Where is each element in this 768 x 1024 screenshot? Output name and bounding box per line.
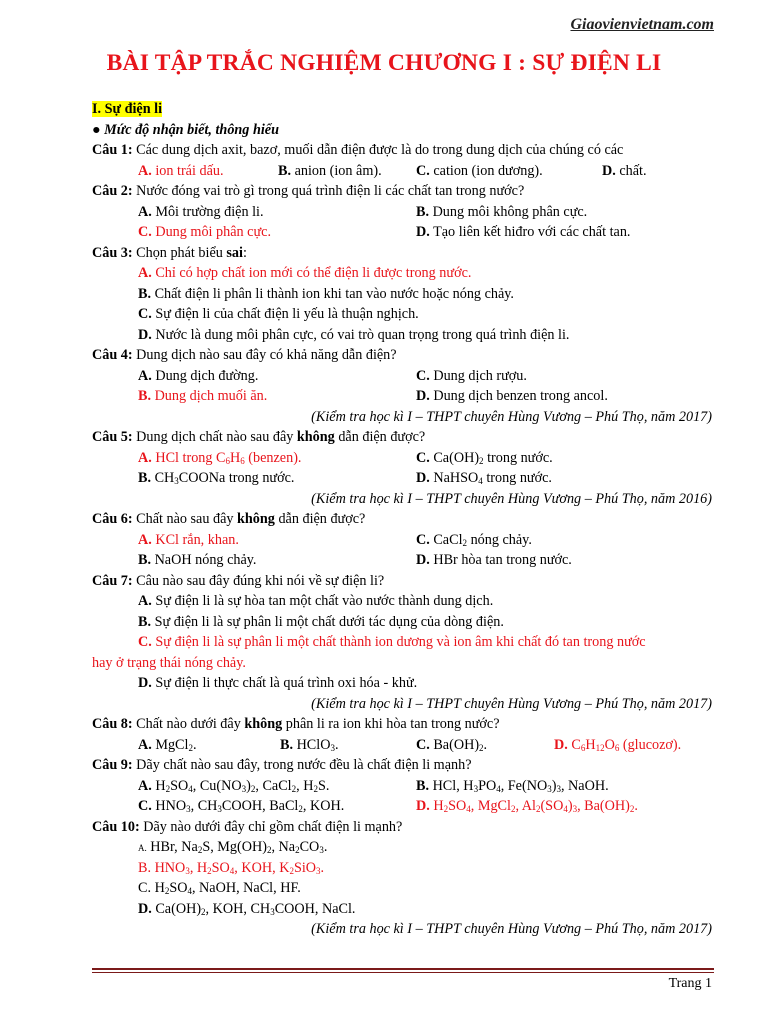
q2-options-row2 xyxy=(92,222,722,243)
level-heading: ● Mức độ nhận biết, thông hiểu xyxy=(92,121,279,138)
q8-option-a[interactable]: A. MgCl$_2$. xyxy=(138,736,197,753)
q9-options-row2 xyxy=(92,796,722,817)
q10-option-b[interactable]: B. $HNO_3$, $H_2SO_4$, KOH, $K_2SiO_3$. xyxy=(138,859,325,876)
question-8: Câu 8: Chất nào dưới đây không phân li ra ion khi hòa tan trong nước? xyxy=(92,716,500,732)
q7-option-c-cont: hay ở trạng thái nóng chảy. xyxy=(92,654,246,671)
q8-option-d[interactable]: D. $C_6H_{12}O_6$ (glucozơ). xyxy=(554,736,682,753)
q7-option-a[interactable]: A. Sự điện li là sự hòa tan một chất vào nước thành dung dịch. xyxy=(138,593,494,609)
q1-option-a[interactable]: A. ion trái dấu. xyxy=(138,162,224,179)
q2-options-row1 xyxy=(92,202,722,223)
q4-options-row2 xyxy=(92,386,722,407)
question-5: Câu 5: Dung dịch chất nào sau đây không dẫn điện được? xyxy=(92,429,426,445)
q7-option-b[interactable]: B. Sự điện li là sự phân li một chất dưới tác dụng của dòng điện. xyxy=(138,613,504,630)
footer-divider xyxy=(92,968,714,970)
q9-options-row1 xyxy=(92,776,722,797)
q8-option-c[interactable]: C. $Ba(OH)_2$. xyxy=(416,736,488,753)
question-2: Câu 2: Nước đóng vai trò gì trong quá trình điện li các chất tan trong nước? xyxy=(92,183,525,199)
q4-source: (Kiểm tra học kì I – THPT chuyên Hùng Vương – Phú Thọ, năm 2017) xyxy=(311,408,712,425)
q6-options-row2 xyxy=(92,550,722,571)
question-9: Câu 9: Dãy chất nào sau đây, trong nước đều là chất điện li mạnh? xyxy=(92,757,472,773)
q3-option-b[interactable]: B. Chất điện li phân li thành ion khi tan vào nước hoặc nóng chảy. xyxy=(138,285,514,302)
q1-option-c[interactable]: C. cation (ion dương). xyxy=(416,162,543,179)
q4-option-a[interactable]: A. Dung dịch đường. xyxy=(138,367,259,384)
q5-option-d[interactable]: D. NaHSO$_4$ trong nước. xyxy=(416,470,552,486)
q2-option-b[interactable]: B. Dung môi không phân cực. xyxy=(416,203,588,220)
question-6: Câu 6: Chất nào sau đây không dẫn điện được? xyxy=(92,511,366,527)
q9-option-c[interactable]: C. $HNO_3$, $CH_3COOH$, BaCl$_2$, KOH. xyxy=(138,798,345,814)
q10-source: (Kiểm tra học kì I – THPT chuyên Hùng Vương – Phú Thọ, năm 2017) xyxy=(311,921,712,937)
q9-option-a[interactable]: A. $H_2SO_4$, $Cu(NO_3)_2$, CaCl$_2$, $H_2S$. xyxy=(138,777,330,794)
q10-option-a[interactable]: A. HBr, $Na_2S$, $Mg(OH)_2$, $Na_2CO_3$. xyxy=(138,839,328,855)
site-url[interactable]: Giaovienvietnam.com xyxy=(570,16,714,33)
q3-option-a[interactable]: A. Chỉ có hợp chất ion mới có thể điện li được trong nước. xyxy=(138,265,472,281)
q3-option-c[interactable]: C. Sự điện li của chất điện li yếu là thuận nghịch. xyxy=(138,306,419,322)
section-heading: I. Sự điện li xyxy=(92,101,163,117)
q3-option-d[interactable]: D. Nước là dung môi phân cực, có vai trò quan trọng trong quá trình điện li. xyxy=(138,326,570,343)
q8-option-b[interactable]: B. HClO$_3$. xyxy=(280,736,339,753)
q4-option-b[interactable]: B. Dung dịch muối ăn. xyxy=(138,388,268,404)
q5-option-c[interactable]: C. $Ca(OH)_2$ trong nước. xyxy=(416,449,553,466)
q1-options xyxy=(92,161,722,182)
question-1: Câu 1: Các dung dịch axit, bazơ, muối dẫn điện được là do trong dung dịch của chúng có các xyxy=(92,142,624,158)
q5-source: (Kiểm tra học kì I – THPT chuyên Hùng Vương – Phú Thọ, năm 2016) xyxy=(311,490,712,507)
q9-option-d[interactable]: D. $H_2SO_4$, MgCl$_2$, $Al_2(SO_4)_3$, $Ba(OH)_2$. xyxy=(416,798,638,814)
question-7: Câu 7: Câu nào sau đây đúng khi nói về sự điện li? xyxy=(92,572,385,589)
q5-options-row2 xyxy=(92,468,722,489)
q5-option-b[interactable]: B. $CH_3COONa$ trong nước. xyxy=(138,470,295,486)
q8-options xyxy=(92,735,722,756)
q10-option-c[interactable]: C. $H_2SO_4$, NaOH, NaCl, HF. xyxy=(138,880,301,896)
q6-options-row1 xyxy=(92,530,722,551)
page-title: BÀI TẬP TRẮC NGHIỆM CHƯƠNG I : SỰ ĐIỆN LI xyxy=(106,50,662,76)
q4-options-row1 xyxy=(92,366,722,387)
q1-option-b[interactable]: B. anion (ion âm). xyxy=(278,162,382,179)
q6-option-a[interactable]: A. KCl rắn, khan. xyxy=(138,531,239,548)
q6-option-c[interactable]: C. CaCl$_2$ nóng chảy. xyxy=(416,531,532,548)
document-body xyxy=(92,99,722,940)
q5-options-row1 xyxy=(92,448,722,469)
q7-option-c[interactable]: C. Sự điện li là sự phân li một chất thành ion dương và ion âm khi chất đó tan trong nước xyxy=(138,634,646,650)
question-10: Câu 10: Dãy nào dưới đây chỉ gồm chất điện li mạnh? xyxy=(92,818,403,835)
q10-option-d[interactable]: D. $Ca(OH)_2$, KOH, $CH_3COOH$, NaCl. xyxy=(138,900,356,917)
q2-option-a[interactable]: A. Môi trường điện li. xyxy=(138,203,264,220)
q1-option-d[interactable]: D. chất. xyxy=(602,162,647,179)
question-4: Câu 4: Dung dịch nào sau đây có khả năng dẫn điện? xyxy=(92,347,397,363)
q6-option-b[interactable]: B. NaOH nóng chảy. xyxy=(138,552,257,568)
page-number: Trang 1 xyxy=(668,976,712,991)
q6-option-d[interactable]: D. HBr hòa tan trong nước. xyxy=(416,552,572,568)
q7-source: (Kiểm tra học kì I – THPT chuyên Hùng Vương – Phú Thọ, năm 2017) xyxy=(311,695,712,712)
q2-option-d[interactable]: D. Tạo liên kết hiđro với các chất tan. xyxy=(416,224,631,240)
q4-option-c[interactable]: C. Dung dịch rượu. xyxy=(416,367,527,384)
q2-option-c[interactable]: C. Dung môi phân cực. xyxy=(138,224,271,240)
q5-option-a[interactable]: A. HCl trong $C_6H_6$ (benzen). xyxy=(138,449,302,466)
footer-divider-thin xyxy=(92,972,714,973)
q9-option-b[interactable]: B. HCl, $H_3PO_4$, $Fe(NO_3)_3$, NaOH. xyxy=(416,777,609,794)
q7-option-d[interactable]: D. Sự điện li thực chất là quá trình oxi hóa - khử. xyxy=(138,675,418,691)
q4-option-d[interactable]: D. Dung dịch benzen trong ancol. xyxy=(416,388,608,404)
question-3: Câu 3: Chọn phát biểu sai: xyxy=(92,244,247,261)
